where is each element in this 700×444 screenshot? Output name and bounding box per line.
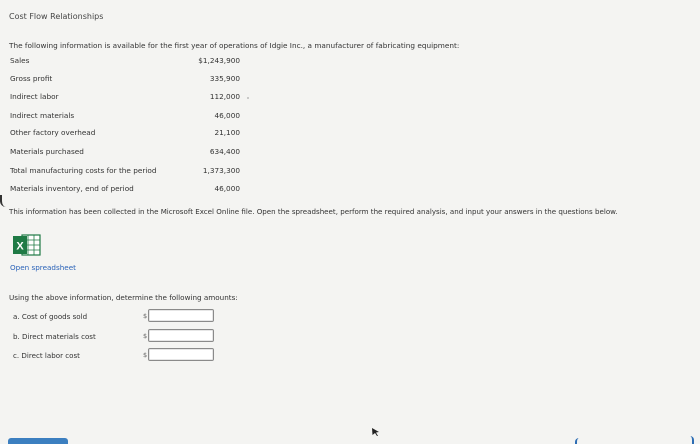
item-label-indirect-labor: Indirect labor	[10, 92, 59, 101]
item-label-gross-profit: Gross profit	[10, 74, 53, 83]
cogs-input[interactable]	[148, 309, 214, 322]
currency-symbol: $	[143, 351, 148, 359]
cursor-arrow-icon	[372, 421, 380, 429]
instruction-note: This information has been collected in the Microsoft Excel Online file. Open the spreadsheet, perform the required analysis, and input your answers in the questions below.	[9, 207, 618, 216]
decorative-dot	[247, 97, 249, 99]
item-label-indirect-materials: Indirect materials	[10, 111, 75, 120]
item-value-gross-profit: 335,900	[209, 74, 240, 83]
currency-symbol: $	[143, 312, 148, 320]
bottom-left-bracket	[575, 438, 581, 444]
item-label-sales: Sales	[10, 56, 30, 65]
excel-icon[interactable]	[12, 233, 42, 257]
item-label-total-manufacturing-costs: Total manufacturing costs for the period	[10, 166, 157, 175]
item-value-other-factory-overhead: 21,100	[214, 128, 240, 137]
page-title: Cost Flow Relationships	[9, 12, 104, 21]
intro-text: The following information is available for the first year of operations of Idgie Inc., a manufacturer of fabricating equipment:	[9, 41, 460, 50]
item-value-materials-purchased: 634,400	[209, 147, 240, 156]
item-value-sales: $1,243,900	[198, 56, 240, 65]
open-spreadsheet-link[interactable]: Open spreadsheet	[10, 263, 76, 272]
item-value-total-manufacturing-costs: 1,373,300	[202, 166, 240, 175]
item-value-materials-inventory-end: 46,000	[214, 184, 240, 193]
item-label-other-factory-overhead: Other factory overhead	[10, 128, 96, 137]
svg-text:X: X	[16, 240, 24, 253]
question-label-cogs: a. Cost of goods sold	[13, 312, 88, 321]
currency-symbol: $	[143, 332, 148, 340]
question-label-direct-labor: c. Direct labor cost	[13, 351, 80, 360]
direct-materials-input[interactable]	[148, 329, 214, 342]
item-label-materials-purchased: Materials purchased	[10, 147, 84, 156]
item-value-indirect-labor: 112,000	[209, 92, 240, 101]
item-value-indirect-materials: 46,000	[214, 111, 240, 120]
bottom-tab[interactable]	[8, 438, 68, 444]
question-prompt: Using the above information, determine the following amounts:	[9, 293, 238, 302]
bottom-right-bracket	[688, 436, 694, 444]
direct-labor-input[interactable]	[148, 348, 214, 361]
edge-bracket	[0, 195, 8, 207]
item-label-materials-inventory-end: Materials inventory, end of period	[10, 184, 134, 193]
question-label-direct-materials: b. Direct materials cost	[13, 332, 96, 341]
